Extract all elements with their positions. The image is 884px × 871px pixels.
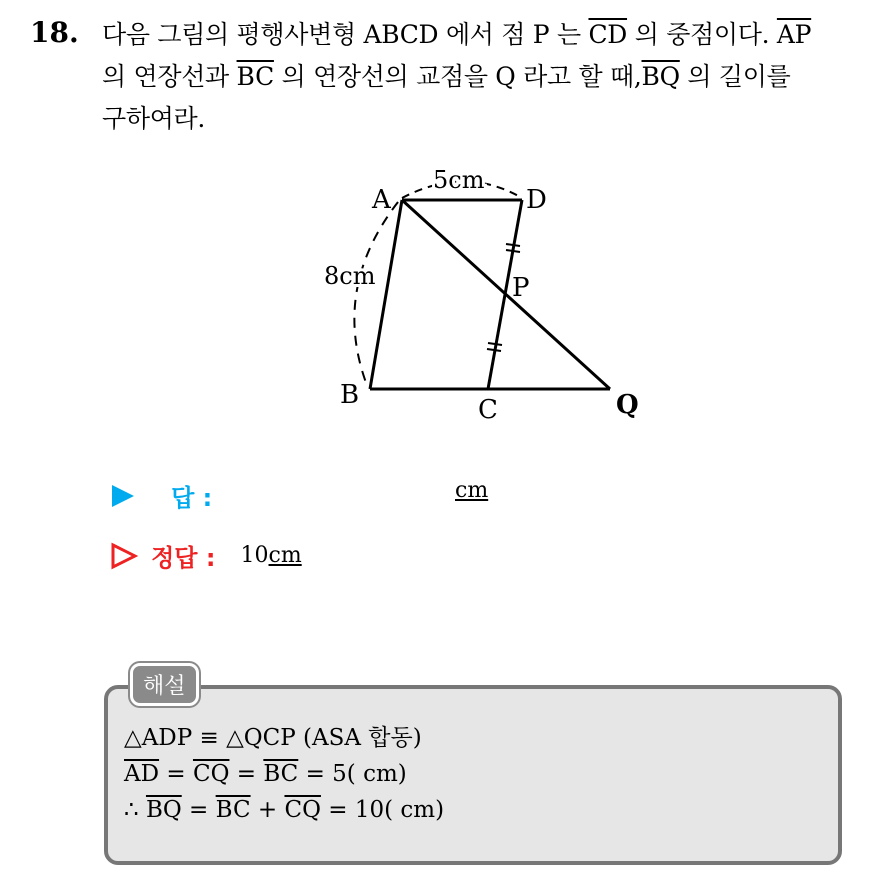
correct-answer-number: 10 <box>240 543 269 568</box>
segment-bq: $\overline{BQ}$ <box>641 62 680 91</box>
solution-seg-cq2: $\overline{CQ}$ <box>284 797 321 823</box>
label-p: P <box>512 273 530 303</box>
label-q: Q <box>616 390 639 420</box>
correct-answer-value <box>241 543 302 568</box>
line-aq <box>402 200 610 389</box>
problem-text <box>102 14 877 140</box>
answer-label: 답 : <box>171 484 213 512</box>
problem-line1-mid: 의 중점이다. <box>627 20 777 49</box>
correct-answer-unit: cm <box>268 543 302 568</box>
outline-arrow-icon <box>110 542 138 570</box>
problem-line2-mid: 의 연장선의 교점을 Q 라고 할 때, <box>273 62 642 91</box>
solution-seg-bc: $\overline{BC}$ <box>263 761 299 787</box>
solution-tag: 해설 <box>130 663 199 706</box>
solution-seg-cq: $\overline{CQ}$ <box>192 761 230 787</box>
problem-number: 18. <box>30 16 79 49</box>
label-c: C <box>478 395 498 425</box>
parallelogram-figure <box>300 160 680 430</box>
correct-answer-row <box>110 538 302 573</box>
solution-seg-bq: $\overline{BQ}$ <box>145 797 182 823</box>
solution-line3-end: = 10( cm) <box>320 797 445 823</box>
solution-line3 <box>124 792 444 828</box>
correct-answer-label: 정답 : <box>151 544 216 572</box>
therefore-sign: ∴ <box>124 797 146 823</box>
label-a: A <box>372 185 391 215</box>
top-length-label: 5cm <box>433 166 485 194</box>
segment-ap: $\overline{AP}$ <box>776 20 812 49</box>
answer-row <box>110 478 212 513</box>
solution-line2-end: = 5( cm) <box>298 761 407 787</box>
problem-line2-post: 의 길이를 <box>679 62 791 91</box>
solution-line1: △ADP ≡ △QCP (ASA 합동) <box>124 725 422 751</box>
equals-sign: = <box>159 761 193 787</box>
equals-sign: = <box>181 797 216 823</box>
solution-seg-ad: $\overline{AD}$ <box>124 761 160 787</box>
side-length-label: 8cm <box>324 262 376 290</box>
problem-line1-pre: 다음 그림의 평행사변형 ABCD 에서 점 P 는 <box>102 20 589 49</box>
answer-unit: cm <box>455 478 489 503</box>
equals-sign: = <box>229 761 264 787</box>
label-d: D <box>526 185 547 215</box>
solution-seg-bc2: $\overline{BC}$ <box>215 797 251 823</box>
segment-cd: $\overline{CD}$ <box>588 20 628 49</box>
problem-line2-pre: 의 연장선과 <box>102 62 237 91</box>
segment-bc: $\overline{BC}$ <box>236 62 274 91</box>
solution-text <box>124 720 444 828</box>
side-ab <box>370 200 402 389</box>
label-b: B <box>340 380 360 410</box>
plus-sign: + <box>250 797 285 823</box>
play-arrow-icon <box>110 483 136 509</box>
solution-line2 <box>124 756 444 792</box>
problem-line3: 구하여라. <box>102 104 206 133</box>
